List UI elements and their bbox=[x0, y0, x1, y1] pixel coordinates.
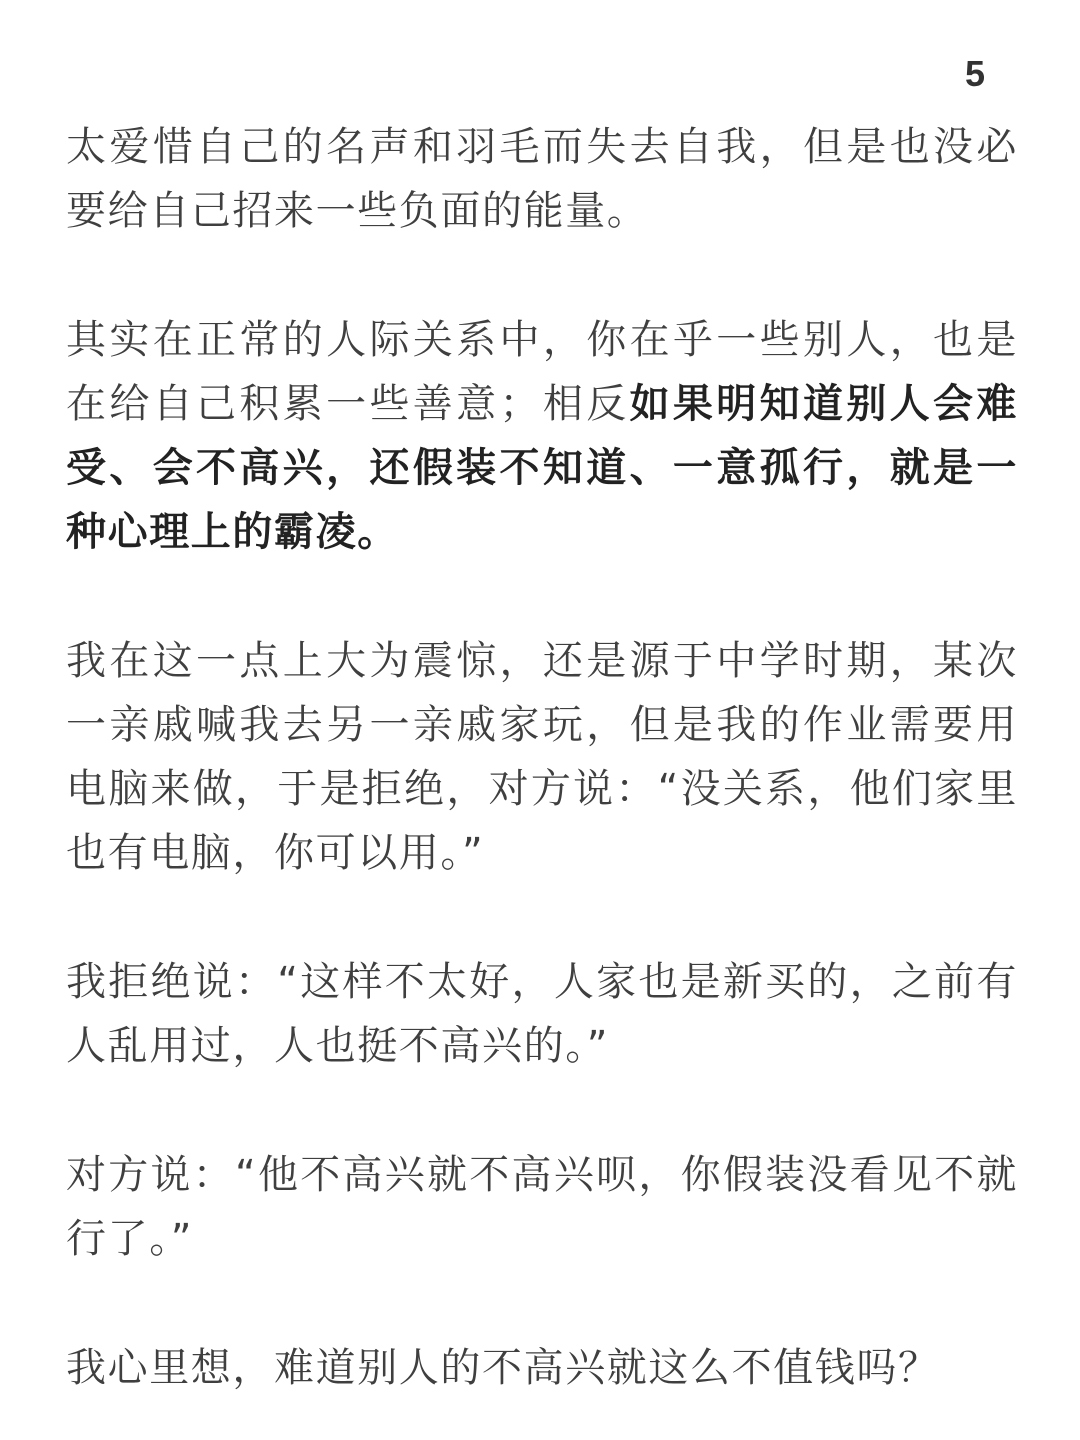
paragraph-5 bbox=[66, 1143, 1018, 1271]
paragraph-4-text: 我拒绝说：“这样不太好，人家也是新买的，之前有人乱用过，人也挺不高兴的。” bbox=[66, 959, 1018, 1069]
paragraph-6 bbox=[66, 1336, 1018, 1400]
paragraph-2 bbox=[66, 308, 1018, 564]
article-body bbox=[66, 115, 1018, 1440]
paragraph-5-text: 对方说：“他不高兴就不高兴呗，你假装没看见不就行了。” bbox=[66, 1152, 1018, 1262]
paragraph-3 bbox=[66, 629, 1018, 885]
paragraph-1-text: 太爱惜自己的名声和羽毛而失去自我，但是也没必要给自己招来一些负面的能量。 bbox=[66, 124, 1018, 234]
paragraph-2-bold-emphasis: 如果明知道别人会难受、会不高兴，还假装不知道、一意孤行，就是一种心理上的霸凌。 bbox=[66, 381, 1018, 555]
paragraph-3-text: 我在这一点上大为震惊，还是源于中学时期，某次一亲戚喊我去另一亲戚家玩，但是我的作业需要用电脑来做，于是拒绝，对方说：“没关系，他们家里也有电脑，你可以用。” bbox=[66, 638, 1018, 876]
paragraph-1 bbox=[66, 115, 1018, 243]
paragraph-4 bbox=[66, 950, 1018, 1078]
page-number: 5 bbox=[964, 53, 986, 94]
paragraph-2-text: 其实在正常的人际关系中，你在乎一些别人，也是在给自己积累一些善意；相反 bbox=[66, 317, 1018, 427]
paragraph-6-text: 我心里想，难道别人的不高兴就这么不值钱吗？ bbox=[66, 1345, 940, 1391]
